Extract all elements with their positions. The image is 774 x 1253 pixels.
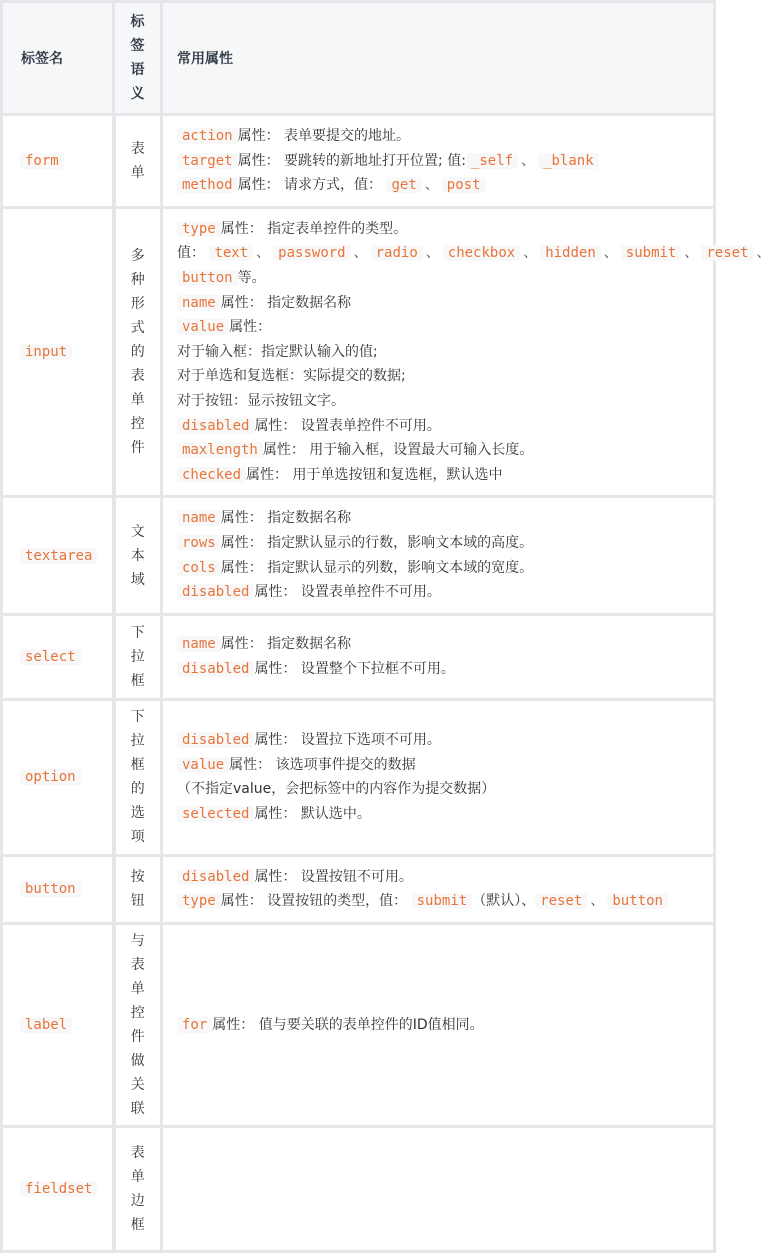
attribute-text: （默认）、 [472, 893, 536, 910]
separator: 、 [603, 245, 618, 262]
attribute-line [177, 364, 713, 389]
tag-name-cell [2, 1126, 114, 1251]
attribute-code: name [177, 510, 221, 526]
tag-name: fieldset [20, 1181, 97, 1197]
attribute-code: reset [701, 245, 753, 261]
table-row [2, 207, 715, 497]
attribute-code: hidden [540, 245, 601, 261]
attribute-code: action [177, 128, 238, 144]
tag-semantic: 文 本 域 [130, 523, 145, 588]
attribute-line [177, 438, 713, 463]
tag-semantic: 与 表 单 控 件 做 关 联 [130, 932, 145, 1117]
attribute-text: 对于按钮：显示按钮文字。 [177, 392, 345, 409]
attribute-line [177, 315, 713, 340]
attribute-line [177, 463, 713, 488]
attribute-code: disabled [177, 584, 254, 600]
attribute-code: selected [177, 806, 254, 822]
separator: 、 [424, 177, 439, 194]
attribute-code: button [607, 893, 668, 909]
attribute-text: 属性： 指定表单控件的类型。 [220, 220, 408, 237]
attributes-cell [162, 1126, 715, 1251]
separator: 、 [523, 245, 538, 262]
attribute-line [177, 1013, 713, 1038]
attribute-text: 等。 [237, 269, 266, 286]
attribute-text: 属性： 设置表单控件不可用。 [254, 417, 441, 434]
attribute-code: button [177, 270, 238, 286]
attribute-line [177, 241, 771, 266]
tag-name: select [20, 649, 81, 665]
attributes-cell [162, 115, 715, 208]
tag-name-cell [2, 207, 114, 497]
attribute-text: 值： [177, 245, 210, 262]
tag-name: label [20, 1017, 72, 1033]
tag-name: input [20, 344, 72, 360]
attribute-line [177, 556, 713, 581]
attribute-code: radio [371, 245, 423, 261]
tag-semantic-cell [114, 497, 162, 614]
attribute-line [177, 149, 713, 174]
attribute-text: 对于输入框：指定默认输入的值; [177, 343, 378, 360]
tag-semantic-cell [114, 207, 162, 497]
table-row [2, 923, 715, 1126]
attribute-text: 对于单选和复选框：实际提交的数据; [177, 368, 406, 385]
separator: 、 [756, 245, 771, 262]
separator: 、 [425, 245, 440, 262]
attribute-line [177, 124, 713, 149]
attribute-code: name [177, 295, 221, 311]
attribute-line [177, 753, 713, 778]
separator: 、 [590, 893, 605, 910]
table-row [2, 699, 715, 855]
attribute-line [177, 414, 713, 439]
attribute-text: 属性： 值与要关联的表单控件的ID值相同。 [212, 1016, 484, 1033]
attribute-text: 属性： [229, 319, 272, 336]
tag-semantic-cell [114, 923, 162, 1126]
header-attributes: 常用属性 [162, 2, 715, 115]
attribute-text: 属性： 设置按钮的类型，值： [220, 893, 412, 910]
attribute-line [177, 728, 713, 753]
separator: 、 [256, 245, 271, 262]
attribute-code: type [177, 221, 221, 237]
attribute-code: name [177, 636, 221, 652]
attribute-code: disabled [177, 418, 254, 434]
attribute-line [177, 340, 713, 365]
attribute-text: 属性： 请求方式，值： [237, 177, 387, 194]
attribute-code: checked [177, 467, 246, 483]
tag-semantic: 下 拉 框 的 选 项 [130, 709, 145, 846]
tag-semantic-cell [114, 614, 162, 699]
attribute-line [177, 802, 713, 827]
attribute-text: 属性： 设置表单控件不可用。 [254, 584, 441, 601]
attribute-line [177, 531, 713, 556]
attribute-code: target [177, 153, 238, 169]
table-row [2, 497, 715, 614]
attribute-text: 属性： 指定数据名称 [220, 510, 352, 527]
attribute-code: cols [177, 560, 221, 576]
attribute-line [177, 266, 713, 291]
attribute-text: 属性： 指定默认显示的行数，影响文本域的高度。 [220, 534, 534, 551]
attribute-text: 属性： 指定数据名称 [220, 636, 352, 653]
attribute-line [177, 632, 713, 657]
separator: 、 [353, 245, 368, 262]
separator: 、 [684, 245, 699, 262]
table-row [2, 614, 715, 699]
attributes-cell [162, 497, 715, 614]
tag-name-cell [2, 497, 114, 614]
attribute-code: disabled [177, 661, 254, 677]
header-semantic [114, 2, 162, 115]
attribute-line [177, 217, 713, 242]
attribute-line [177, 173, 713, 198]
table-row [2, 855, 715, 923]
attribute-text: 属性： 该选项事件提交的数据 [229, 756, 416, 773]
tag-name-cell [2, 699, 114, 855]
attribute-code: maxlength [177, 442, 263, 458]
tag-semantic: 表 单 边 框 [130, 1144, 145, 1233]
attribute-code: for [177, 1017, 212, 1033]
tag-name-cell [2, 855, 114, 923]
tag-name: button [20, 881, 81, 897]
tag-semantic-cell [114, 1126, 162, 1251]
attribute-code: submit [621, 245, 682, 261]
header-tag-name: 标签名 [2, 2, 114, 115]
attributes-cell [162, 855, 715, 923]
attributes-cell [162, 614, 715, 699]
tag-semantic-cell [114, 115, 162, 208]
tag-semantic: 下 拉 框 [130, 624, 145, 689]
attribute-code: method [177, 177, 238, 193]
attribute-text: （不指定value，会把标签中的内容作为提交数据） [177, 781, 496, 798]
attribute-code: value [177, 757, 229, 773]
attribute-line [177, 889, 713, 914]
attribute-text: 属性： 指定默认显示的列数，影响文本域的宽度。 [220, 559, 534, 576]
attribute-text: 属性： 设置按钮不可用。 [254, 868, 413, 885]
attributes-cell [162, 699, 715, 855]
attribute-code: disabled [177, 869, 254, 885]
attributes-cell [162, 923, 715, 1126]
attribute-code: reset [535, 893, 587, 909]
attribute-line [177, 291, 713, 316]
attribute-code: _blank [538, 153, 599, 169]
table-header-row [2, 2, 715, 115]
attribute-line [177, 506, 713, 531]
tag-name-cell [2, 614, 114, 699]
tag-semantic-cell [114, 855, 162, 923]
attribute-text: 属性： 用于单选按钮和复选框，默认选中 [246, 466, 503, 483]
table-row [2, 115, 715, 208]
tag-name-cell [2, 115, 114, 208]
header-semantic-text: 标 签 语 义 [130, 14, 145, 102]
attribute-code: rows [177, 535, 221, 551]
attribute-text: 属性： 默认选中。 [254, 805, 371, 822]
tag-name: form [20, 153, 64, 169]
table-row [2, 1126, 715, 1251]
attribute-text: 属性： 设置拉下选项不可用。 [254, 732, 441, 748]
attribute-text: 属性： 设置整个下拉框不可用。 [254, 660, 455, 677]
attribute-line [177, 777, 713, 802]
tag-name: option [20, 769, 81, 785]
attribute-code: submit [412, 893, 473, 909]
attribute-code: disabled [177, 732, 254, 748]
tag-semantic: 多 种 形 式 的 表 单 控 件 [130, 248, 145, 457]
attribute-line [177, 389, 713, 414]
attribute-line [177, 580, 713, 605]
tag-semantic: 按 钮 [130, 869, 145, 910]
attribute-code: get [386, 177, 421, 193]
attribute-text: 属性： 表单要提交的地址。 [237, 128, 411, 144]
separator: 、 [521, 152, 536, 169]
attribute-line [177, 657, 713, 682]
attribute-line [177, 865, 713, 890]
attribute-text: 属性： 指定数据名称 [220, 294, 352, 311]
attribute-code: password [273, 245, 350, 261]
attribute-code: text [209, 245, 253, 261]
attribute-code: checkbox [443, 245, 520, 261]
attribute-code: value [177, 319, 229, 335]
tag-name: textarea [20, 548, 97, 564]
attribute-text: 属性： 要跳转的新地址打开位置; 值: [237, 152, 466, 169]
attribute-text: 属性： 用于输入框，设置最大可输入长度。 [262, 442, 534, 459]
attribute-code: _self [466, 153, 518, 169]
attribute-code: type [177, 893, 221, 909]
tag-name-cell [2, 923, 114, 1126]
attributes-cell [162, 207, 771, 497]
tag-semantic-cell [114, 699, 162, 855]
tag-semantic: 表 单 [130, 140, 145, 181]
attribute-code: post [442, 177, 486, 193]
